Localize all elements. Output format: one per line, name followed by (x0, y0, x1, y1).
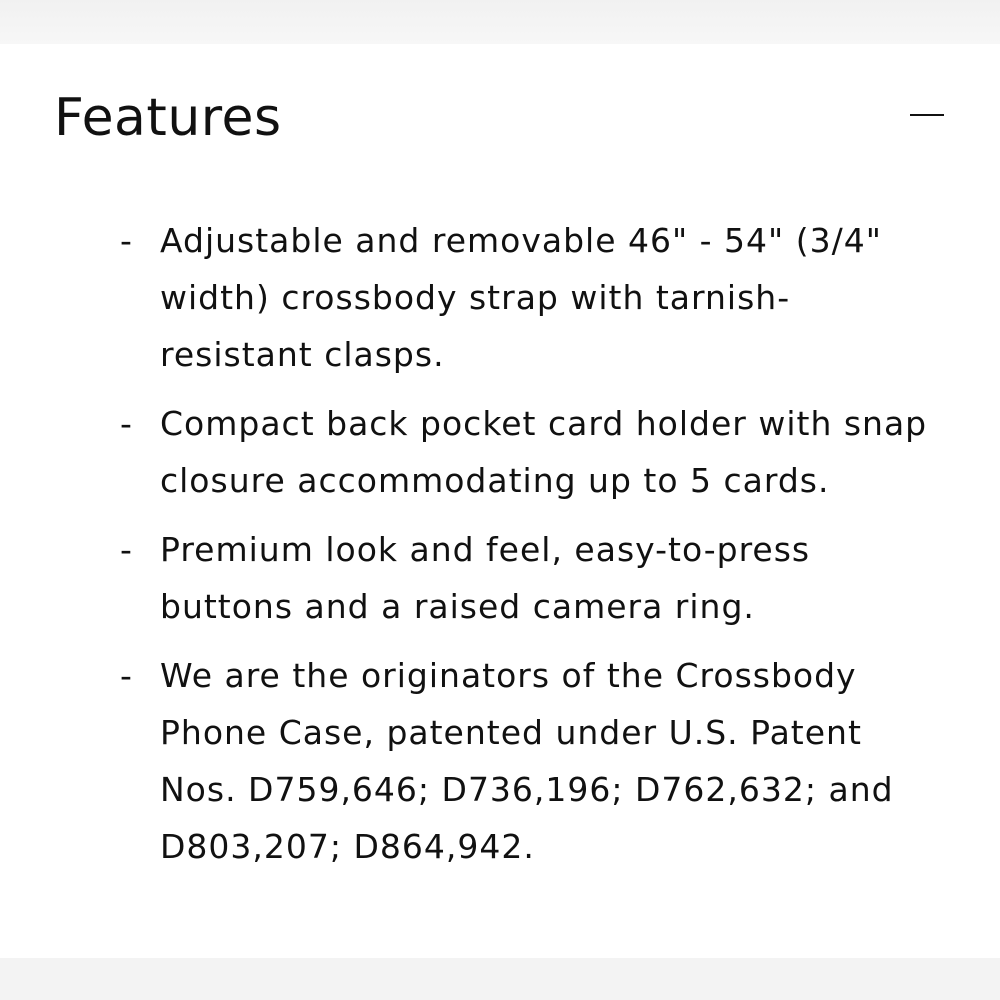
feature-text: Compact back pocket card holder with snap closure accommodating up to 5 cards. (160, 404, 928, 500)
feature-item (120, 395, 940, 509)
features-accordion-header[interactable] (54, 80, 946, 160)
minus-icon (910, 114, 944, 116)
section-title: Features (54, 88, 282, 148)
feature-bullet: - (120, 404, 133, 443)
bottom-background-strip (0, 958, 1000, 1000)
feature-bullet: - (120, 221, 133, 260)
feature-item (120, 212, 940, 383)
top-background-strip (0, 0, 1000, 44)
feature-bullet: - (120, 656, 133, 695)
feature-list (120, 212, 940, 887)
feature-text: Adjustable and removable 46" - 54" (3/4" width) crossbody strap with tarnish-resistant clasps. (160, 221, 882, 374)
feature-item (120, 647, 940, 875)
feature-text: Premium look and feel, easy-to-press buttons and a raised camera ring. (160, 530, 811, 626)
feature-text: We are the originators of the Crossbody Phone Case, patented under U.S. Patent Nos. D759,646; D736,196; D762,632; and D803,207; D864,942. (160, 656, 894, 866)
feature-item (120, 521, 940, 635)
feature-bullet: - (120, 530, 133, 569)
collapse-toggle-button[interactable] (906, 96, 946, 136)
